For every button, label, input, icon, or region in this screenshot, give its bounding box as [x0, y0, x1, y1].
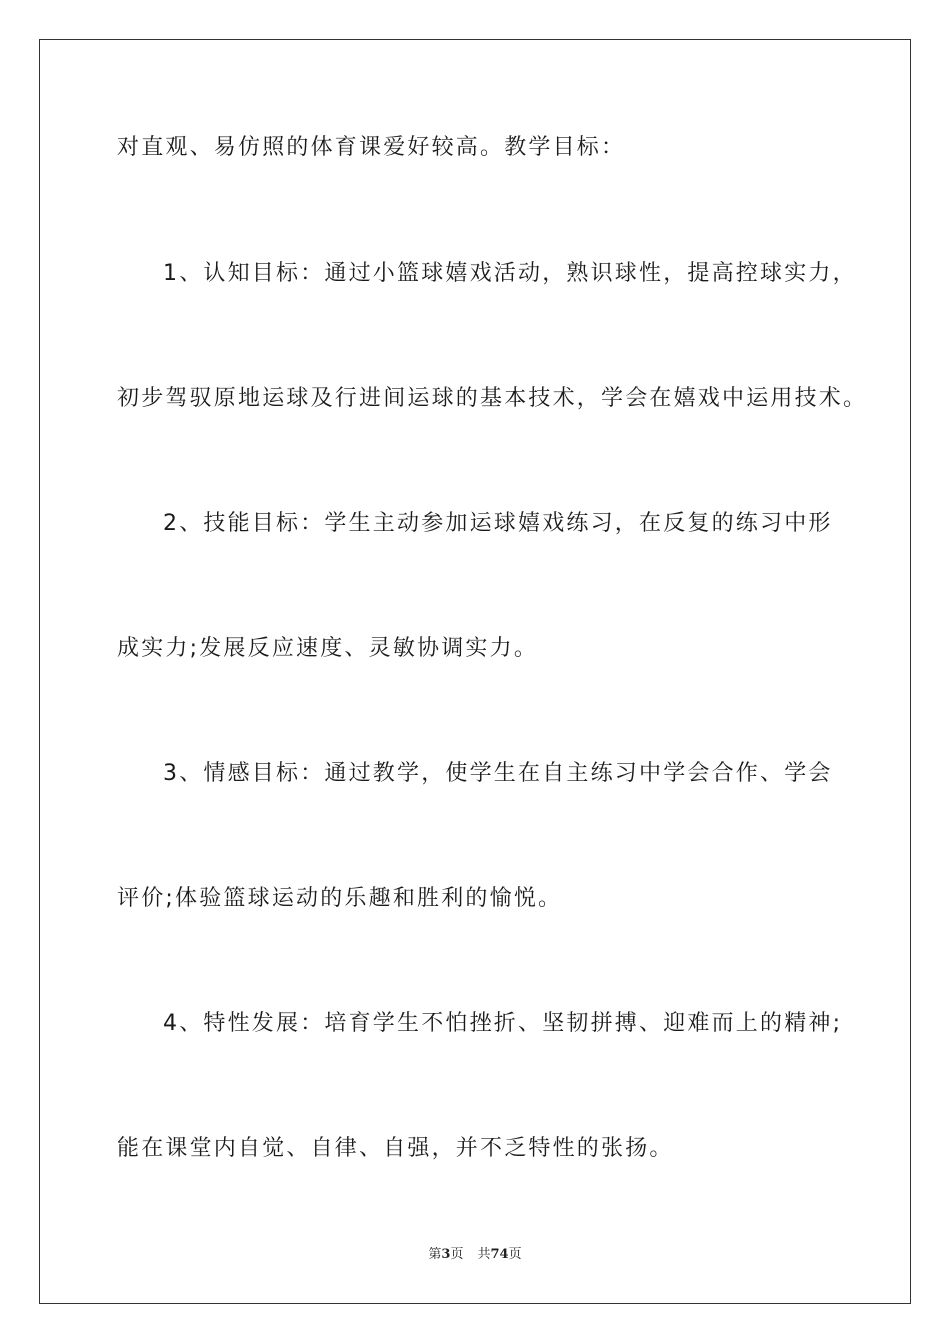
text-line-5: 成实力;发展反应速度、灵敏协调实力。: [117, 636, 539, 661]
page-footer: [0, 1246, 950, 1264]
text-line-6: 3、情感目标：通过教学，使学生在自主练习中学会合作、学会: [163, 761, 833, 786]
current-page-number: 3: [441, 1247, 451, 1262]
text-line-1: 对直观、易仿照的体育课爱好较高。教学目标：: [117, 135, 626, 160]
total-pages-number: 74: [490, 1247, 509, 1262]
total-prefix: 共: [477, 1247, 491, 1262]
text-line-9: 能在课堂内自觉、自律、自强，并不乏特性的张扬。: [117, 1136, 674, 1161]
page-border: [39, 39, 911, 1304]
text-line-4: 2、技能目标：学生主动参加运球嬉戏练习，在反复的练习中形: [163, 511, 833, 536]
text-line-7: 评价;体验篮球运动的乐趣和胜利的愉悦。: [117, 886, 563, 911]
page-suffix: 页: [450, 1247, 464, 1262]
text-line-2: 1、认知目标：通过小篮球嬉戏活动，熟识球性，提高控球实力，: [163, 261, 857, 286]
text-line-3: 初步驾驭原地运球及行进间运球的基本技术，学会在嬉戏中运用技术。: [117, 386, 868, 411]
page-prefix: 第: [428, 1247, 442, 1262]
total-suffix: 页: [508, 1247, 522, 1262]
text-line-8: 4、特性发展：培育学生不怕挫折、坚韧拼搏、迎难而上的精神;: [163, 1011, 843, 1036]
